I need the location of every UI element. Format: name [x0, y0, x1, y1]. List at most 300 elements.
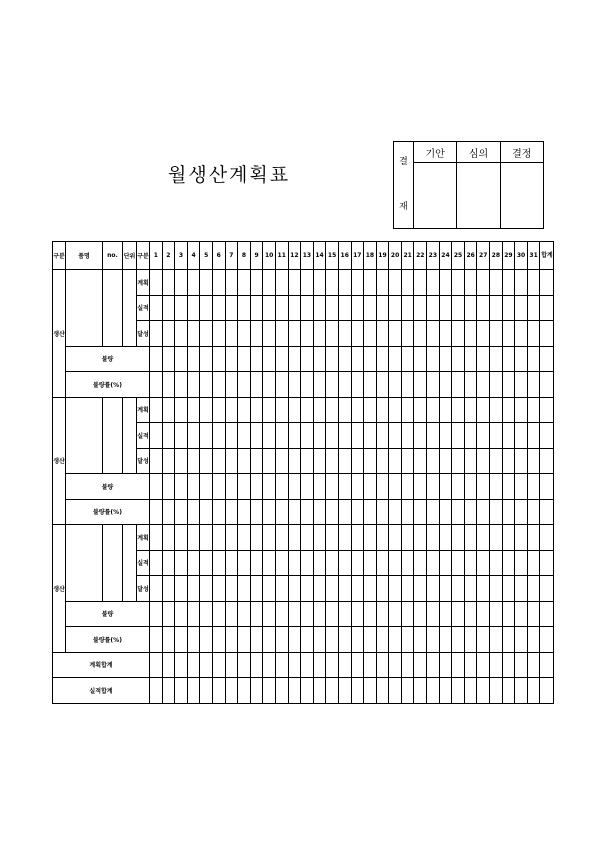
day-cell[interactable] [364, 601, 377, 627]
day-cell[interactable] [401, 295, 414, 321]
day-cell[interactable] [351, 423, 364, 449]
day-cell[interactable] [275, 423, 288, 449]
day-cell[interactable] [187, 678, 200, 704]
product-cell[interactable] [66, 525, 103, 602]
day-cell[interactable] [263, 448, 276, 474]
day-cell[interactable] [540, 295, 554, 321]
day-cell[interactable] [364, 397, 377, 423]
day-cell[interactable] [162, 550, 175, 576]
day-cell[interactable] [502, 627, 515, 653]
day-cell[interactable] [238, 295, 251, 321]
day-cell[interactable] [477, 474, 490, 500]
day-cell[interactable] [238, 678, 251, 704]
day-cell[interactable] [338, 499, 351, 525]
day-cell[interactable] [427, 448, 440, 474]
day-cell[interactable] [414, 550, 427, 576]
day-cell[interactable] [452, 295, 465, 321]
day-cell[interactable] [175, 652, 188, 678]
day-cell[interactable] [301, 627, 314, 653]
day-cell[interactable] [515, 346, 528, 372]
day-cell[interactable] [238, 372, 251, 398]
day-cell[interactable] [238, 346, 251, 372]
day-cell[interactable] [212, 397, 225, 423]
day-cell[interactable] [238, 270, 251, 296]
day-cell[interactable] [401, 601, 414, 627]
day-cell[interactable] [225, 295, 238, 321]
day-cell[interactable] [225, 601, 238, 627]
day-cell[interactable] [401, 550, 414, 576]
day-cell[interactable] [200, 270, 213, 296]
approval-sign-draft[interactable] [414, 163, 457, 229]
day-cell[interactable] [212, 652, 225, 678]
day-cell[interactable] [288, 346, 301, 372]
day-cell[interactable] [338, 346, 351, 372]
day-cell[interactable] [200, 499, 213, 525]
day-cell[interactable] [477, 270, 490, 296]
day-cell[interactable] [313, 397, 326, 423]
day-cell[interactable] [263, 346, 276, 372]
day-cell[interactable] [238, 627, 251, 653]
day-cell[interactable] [175, 550, 188, 576]
day-cell[interactable] [376, 474, 389, 500]
day-cell[interactable] [389, 550, 402, 576]
day-cell[interactable] [540, 321, 554, 347]
day-cell[interactable] [187, 550, 200, 576]
day-cell[interactable] [527, 550, 540, 576]
day-cell[interactable] [162, 321, 175, 347]
day-cell[interactable] [515, 652, 528, 678]
day-cell[interactable] [401, 346, 414, 372]
day-cell[interactable] [452, 499, 465, 525]
day-cell[interactable] [175, 627, 188, 653]
day-cell[interactable] [301, 448, 314, 474]
day-cell[interactable] [338, 372, 351, 398]
day-cell[interactable] [401, 397, 414, 423]
day-cell[interactable] [162, 295, 175, 321]
day-cell[interactable] [502, 295, 515, 321]
day-cell[interactable] [313, 423, 326, 449]
day-cell[interactable] [326, 601, 339, 627]
day-cell[interactable] [414, 499, 427, 525]
day-cell[interactable] [288, 397, 301, 423]
day-cell[interactable] [515, 550, 528, 576]
day-cell[interactable] [288, 270, 301, 296]
day-cell[interactable] [326, 346, 339, 372]
day-cell[interactable] [225, 499, 238, 525]
day-cell[interactable] [439, 601, 452, 627]
day-cell[interactable] [502, 678, 515, 704]
day-cell[interactable] [162, 448, 175, 474]
day-cell[interactable] [540, 474, 554, 500]
day-cell[interactable] [150, 295, 163, 321]
day-cell[interactable] [376, 295, 389, 321]
day-cell[interactable] [313, 576, 326, 602]
day-cell[interactable] [313, 499, 326, 525]
day-cell[interactable] [351, 499, 364, 525]
day-cell[interactable] [212, 678, 225, 704]
day-cell[interactable] [301, 346, 314, 372]
day-cell[interactable] [351, 321, 364, 347]
day-cell[interactable] [212, 295, 225, 321]
day-cell[interactable] [150, 525, 163, 551]
day-cell[interactable] [376, 321, 389, 347]
day-cell[interactable] [389, 474, 402, 500]
day-cell[interactable] [477, 499, 490, 525]
day-cell[interactable] [401, 499, 414, 525]
day-cell[interactable] [212, 423, 225, 449]
day-cell[interactable] [150, 652, 163, 678]
day-cell[interactable] [540, 372, 554, 398]
day-cell[interactable] [464, 397, 477, 423]
day-cell[interactable] [376, 627, 389, 653]
day-cell[interactable] [439, 295, 452, 321]
day-cell[interactable] [427, 576, 440, 602]
day-cell[interactable] [175, 499, 188, 525]
day-cell[interactable] [338, 423, 351, 449]
day-cell[interactable] [351, 627, 364, 653]
day-cell[interactable] [288, 576, 301, 602]
day-cell[interactable] [490, 499, 503, 525]
day-cell[interactable] [364, 270, 377, 296]
day-cell[interactable] [162, 627, 175, 653]
day-cell[interactable] [326, 576, 339, 602]
day-cell[interactable] [364, 652, 377, 678]
day-cell[interactable] [338, 525, 351, 551]
day-cell[interactable] [187, 499, 200, 525]
day-cell[interactable] [452, 321, 465, 347]
day-cell[interactable] [502, 346, 515, 372]
day-cell[interactable] [162, 397, 175, 423]
day-cell[interactable] [162, 525, 175, 551]
day-cell[interactable] [275, 627, 288, 653]
day-cell[interactable] [326, 550, 339, 576]
day-cell[interactable] [313, 474, 326, 500]
day-cell[interactable] [263, 397, 276, 423]
day-cell[interactable] [288, 423, 301, 449]
day-cell[interactable] [187, 372, 200, 398]
day-cell[interactable] [364, 499, 377, 525]
day-cell[interactable] [427, 627, 440, 653]
day-cell[interactable] [540, 678, 554, 704]
day-cell[interactable] [162, 474, 175, 500]
day-cell[interactable] [427, 372, 440, 398]
day-cell[interactable] [364, 550, 377, 576]
day-cell[interactable] [225, 423, 238, 449]
day-cell[interactable] [540, 550, 554, 576]
day-cell[interactable] [212, 550, 225, 576]
day-cell[interactable] [263, 423, 276, 449]
day-cell[interactable] [326, 295, 339, 321]
day-cell[interactable] [212, 499, 225, 525]
day-cell[interactable] [477, 627, 490, 653]
day-cell[interactable] [464, 601, 477, 627]
day-cell[interactable] [376, 372, 389, 398]
day-cell[interactable] [427, 652, 440, 678]
day-cell[interactable] [364, 576, 377, 602]
day-cell[interactable] [490, 525, 503, 551]
day-cell[interactable] [250, 652, 263, 678]
day-cell[interactable] [490, 576, 503, 602]
day-cell[interactable] [477, 448, 490, 474]
day-cell[interactable] [326, 499, 339, 525]
day-cell[interactable] [175, 295, 188, 321]
day-cell[interactable] [200, 321, 213, 347]
day-cell[interactable] [515, 295, 528, 321]
day-cell[interactable] [301, 270, 314, 296]
day-cell[interactable] [338, 550, 351, 576]
day-cell[interactable] [502, 550, 515, 576]
no-cell[interactable] [103, 397, 123, 474]
day-cell[interactable] [389, 576, 402, 602]
day-cell[interactable] [338, 474, 351, 500]
day-cell[interactable] [326, 270, 339, 296]
day-cell[interactable] [150, 270, 163, 296]
day-cell[interactable] [452, 525, 465, 551]
day-cell[interactable] [427, 525, 440, 551]
day-cell[interactable] [175, 397, 188, 423]
day-cell[interactable] [225, 525, 238, 551]
day-cell[interactable] [326, 321, 339, 347]
day-cell[interactable] [150, 397, 163, 423]
day-cell[interactable] [364, 321, 377, 347]
day-cell[interactable] [464, 346, 477, 372]
day-cell[interactable] [464, 423, 477, 449]
day-cell[interactable] [250, 372, 263, 398]
day-cell[interactable] [414, 678, 427, 704]
day-cell[interactable] [175, 321, 188, 347]
day-cell[interactable] [250, 550, 263, 576]
day-cell[interactable] [175, 346, 188, 372]
day-cell[interactable] [477, 397, 490, 423]
day-cell[interactable] [338, 627, 351, 653]
day-cell[interactable] [250, 627, 263, 653]
day-cell[interactable] [439, 576, 452, 602]
day-cell[interactable] [275, 601, 288, 627]
day-cell[interactable] [288, 601, 301, 627]
day-cell[interactable] [200, 525, 213, 551]
day-cell[interactable] [527, 627, 540, 653]
day-cell[interactable] [452, 601, 465, 627]
day-cell[interactable] [490, 550, 503, 576]
day-cell[interactable] [313, 321, 326, 347]
day-cell[interactable] [338, 270, 351, 296]
day-cell[interactable] [326, 627, 339, 653]
day-cell[interactable] [364, 525, 377, 551]
day-cell[interactable] [477, 346, 490, 372]
day-cell[interactable] [376, 397, 389, 423]
day-cell[interactable] [351, 270, 364, 296]
day-cell[interactable] [540, 652, 554, 678]
day-cell[interactable] [490, 270, 503, 296]
day-cell[interactable] [338, 652, 351, 678]
day-cell[interactable] [250, 423, 263, 449]
approval-sign-review[interactable] [457, 163, 500, 229]
day-cell[interactable] [301, 525, 314, 551]
day-cell[interactable] [225, 576, 238, 602]
day-cell[interactable] [275, 448, 288, 474]
day-cell[interactable] [288, 525, 301, 551]
day-cell[interactable] [200, 550, 213, 576]
day-cell[interactable] [275, 295, 288, 321]
day-cell[interactable] [401, 270, 414, 296]
day-cell[interactable] [401, 525, 414, 551]
day-cell[interactable] [263, 678, 276, 704]
day-cell[interactable] [313, 627, 326, 653]
day-cell[interactable] [427, 270, 440, 296]
day-cell[interactable] [250, 270, 263, 296]
day-cell[interactable] [275, 474, 288, 500]
day-cell[interactable] [389, 499, 402, 525]
day-cell[interactable] [326, 652, 339, 678]
day-cell[interactable] [225, 372, 238, 398]
day-cell[interactable] [187, 448, 200, 474]
day-cell[interactable] [250, 601, 263, 627]
day-cell[interactable] [540, 601, 554, 627]
day-cell[interactable] [187, 525, 200, 551]
day-cell[interactable] [376, 525, 389, 551]
day-cell[interactable] [414, 474, 427, 500]
day-cell[interactable] [376, 652, 389, 678]
day-cell[interactable] [401, 474, 414, 500]
day-cell[interactable] [464, 448, 477, 474]
day-cell[interactable] [427, 397, 440, 423]
day-cell[interactable] [401, 321, 414, 347]
day-cell[interactable] [515, 397, 528, 423]
day-cell[interactable] [452, 397, 465, 423]
day-cell[interactable] [187, 321, 200, 347]
day-cell[interactable] [351, 474, 364, 500]
day-cell[interactable] [502, 474, 515, 500]
day-cell[interactable] [414, 576, 427, 602]
day-cell[interactable] [515, 525, 528, 551]
day-cell[interactable] [527, 678, 540, 704]
day-cell[interactable] [326, 678, 339, 704]
day-cell[interactable] [414, 652, 427, 678]
day-cell[interactable] [502, 423, 515, 449]
day-cell[interactable] [200, 652, 213, 678]
day-cell[interactable] [364, 627, 377, 653]
day-cell[interactable] [515, 372, 528, 398]
day-cell[interactable] [464, 474, 477, 500]
day-cell[interactable] [212, 576, 225, 602]
day-cell[interactable] [527, 372, 540, 398]
day-cell[interactable] [313, 550, 326, 576]
day-cell[interactable] [401, 678, 414, 704]
day-cell[interactable] [389, 627, 402, 653]
day-cell[interactable] [464, 678, 477, 704]
day-cell[interactable] [389, 346, 402, 372]
day-cell[interactable] [364, 474, 377, 500]
day-cell[interactable] [502, 321, 515, 347]
day-cell[interactable] [540, 525, 554, 551]
day-cell[interactable] [275, 576, 288, 602]
day-cell[interactable] [288, 372, 301, 398]
day-cell[interactable] [527, 576, 540, 602]
day-cell[interactable] [452, 448, 465, 474]
day-cell[interactable] [477, 678, 490, 704]
day-cell[interactable] [288, 295, 301, 321]
day-cell[interactable] [464, 627, 477, 653]
day-cell[interactable] [175, 372, 188, 398]
day-cell[interactable] [515, 270, 528, 296]
day-cell[interactable] [238, 525, 251, 551]
day-cell[interactable] [439, 550, 452, 576]
day-cell[interactable] [187, 652, 200, 678]
day-cell[interactable] [212, 627, 225, 653]
day-cell[interactable] [502, 576, 515, 602]
day-cell[interactable] [162, 372, 175, 398]
unit-cell[interactable] [123, 397, 137, 474]
day-cell[interactable] [452, 627, 465, 653]
day-cell[interactable] [464, 576, 477, 602]
day-cell[interactable] [527, 525, 540, 551]
day-cell[interactable] [313, 372, 326, 398]
day-cell[interactable] [376, 448, 389, 474]
day-cell[interactable] [452, 576, 465, 602]
day-cell[interactable] [464, 321, 477, 347]
day-cell[interactable] [238, 652, 251, 678]
day-cell[interactable] [439, 525, 452, 551]
day-cell[interactable] [540, 448, 554, 474]
day-cell[interactable] [187, 627, 200, 653]
day-cell[interactable] [389, 321, 402, 347]
day-cell[interactable] [275, 550, 288, 576]
day-cell[interactable] [263, 550, 276, 576]
day-cell[interactable] [250, 321, 263, 347]
day-cell[interactable] [515, 601, 528, 627]
day-cell[interactable] [200, 474, 213, 500]
day-cell[interactable] [225, 550, 238, 576]
day-cell[interactable] [527, 499, 540, 525]
day-cell[interactable] [263, 601, 276, 627]
day-cell[interactable] [527, 270, 540, 296]
day-cell[interactable] [150, 499, 163, 525]
day-cell[interactable] [238, 423, 251, 449]
day-cell[interactable] [540, 499, 554, 525]
day-cell[interactable] [150, 627, 163, 653]
day-cell[interactable] [540, 423, 554, 449]
day-cell[interactable] [301, 423, 314, 449]
day-cell[interactable] [389, 423, 402, 449]
day-cell[interactable] [225, 678, 238, 704]
no-cell[interactable] [103, 270, 123, 347]
day-cell[interactable] [150, 372, 163, 398]
day-cell[interactable] [364, 423, 377, 449]
day-cell[interactable] [225, 448, 238, 474]
day-cell[interactable] [452, 474, 465, 500]
day-cell[interactable] [427, 678, 440, 704]
day-cell[interactable] [162, 423, 175, 449]
day-cell[interactable] [200, 397, 213, 423]
day-cell[interactable] [414, 448, 427, 474]
day-cell[interactable] [490, 448, 503, 474]
day-cell[interactable] [238, 448, 251, 474]
day-cell[interactable] [338, 678, 351, 704]
day-cell[interactable] [187, 397, 200, 423]
day-cell[interactable] [162, 678, 175, 704]
day-cell[interactable] [502, 525, 515, 551]
day-cell[interactable] [150, 550, 163, 576]
day-cell[interactable] [376, 270, 389, 296]
day-cell[interactable] [200, 346, 213, 372]
day-cell[interactable] [351, 576, 364, 602]
day-cell[interactable] [414, 525, 427, 551]
day-cell[interactable] [250, 525, 263, 551]
day-cell[interactable] [288, 448, 301, 474]
day-cell[interactable] [427, 601, 440, 627]
day-cell[interactable] [275, 321, 288, 347]
day-cell[interactable] [338, 448, 351, 474]
